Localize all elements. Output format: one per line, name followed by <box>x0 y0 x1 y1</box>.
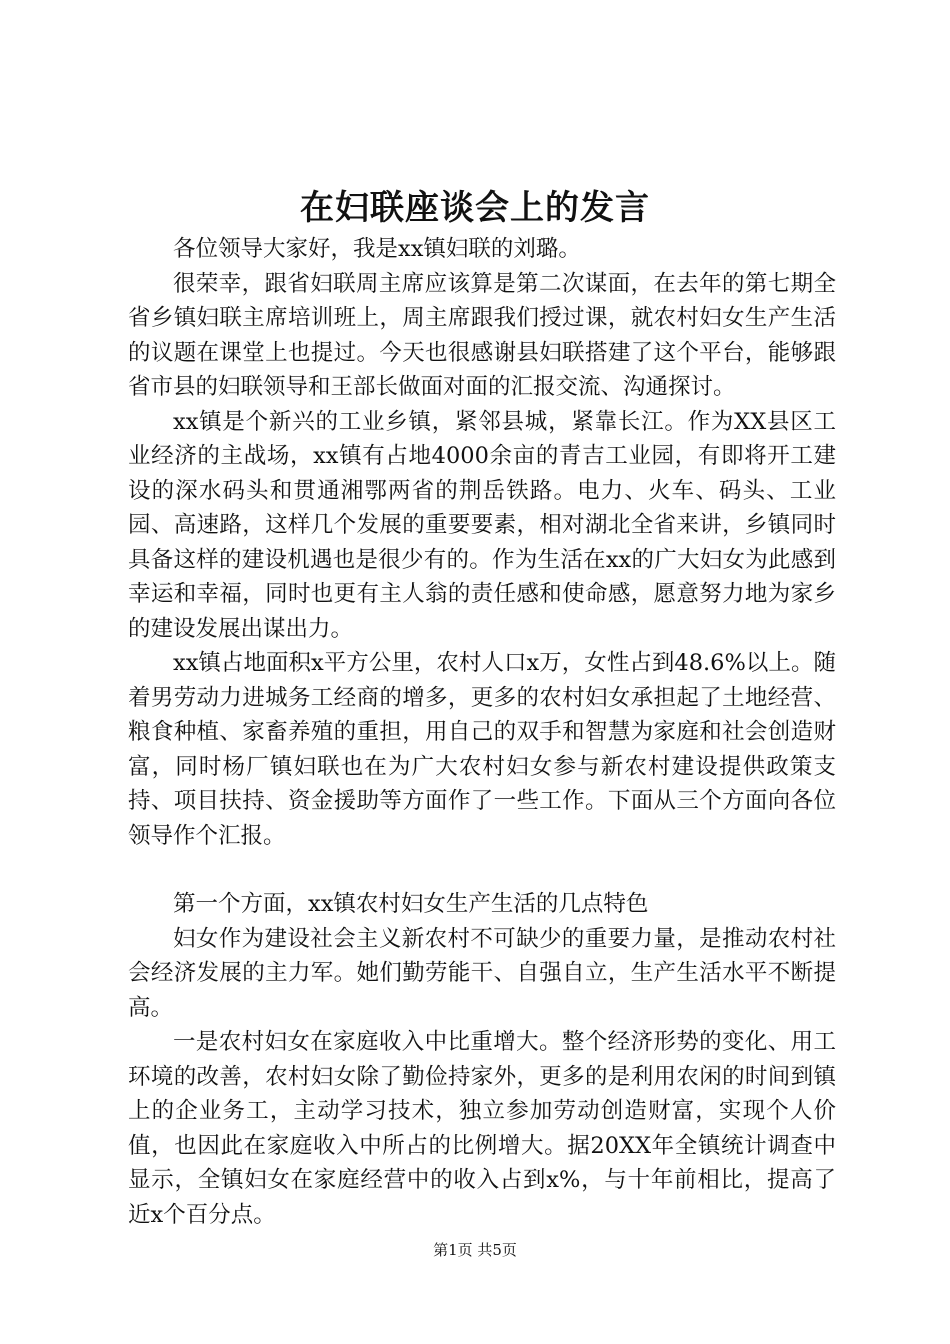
paragraph-income-share: 一是农村妇女在家庭收入中比重增大。整个经济形势的变化、用工环境的改善，农村妇女除了勤俭持家外，更多的是利用农闲的时间到镇上的企业务工，主动学习技术，独立参加劳动创造财富，实现个人价值，也因此在家庭收入中所占的比例增大。据20XX年全镇统计调查中显示，全镇妇女在家庭经营中的收入占到x%，与十年前相比，提高了近x个百分点。 <box>128 1029 836 1228</box>
document-title: 在妇联座谈会上的发言 <box>300 188 650 228</box>
paragraph-town-overview: xx镇是个新兴的工业乡镇，紧邻县城，紧靠长江。作为XX县区工业经济的主战场，xx镇有占地4000余亩的青吉工业园，有即将开工建设的深水码头和贯通湘鄂两省的荆岳铁路。电力、火车、码头、工业园、高速路，这样几个发展的重要要素，相对湖北全省来讲，乡镇同时具备这样的建设机遇也是很少有的。作为生活在xx的广大妇女为此感到幸运和幸福，同时也更有主人翁的责任感和使命感，愿意努力地为家乡的建设发展出谋出力。 <box>128 408 836 642</box>
page-footer: 第1页 共5页 <box>433 1241 517 1259</box>
paragraph-town-statistics: xx镇占地面积x平方公里，农村人口x万，女性占到48.6%以上。随着男劳动力进城务工经商的增多，更多的农村妇女承担起了土地经营、粮食种植、家畜养殖的重担，用自己的双手和智慧为家庭和社会创造财富，同时杨厂镇妇联也在为广大农村妇女参与新农村建设提供政策支持、项目扶持、资金援助等方面作了一些工作。下面从三个方面向各位领导作个汇报。 <box>128 650 836 849</box>
section-heading-first-aspect: 第一个方面，xx镇农村妇女生产生活的几点特色 <box>173 891 649 917</box>
document-body <box>128 232 836 1232</box>
paragraph-greeting: 各位领导大家好，我是xx镇妇联的刘璐。 <box>173 236 581 262</box>
paragraph-women-role: 妇女作为建设社会主义新农村不可缺少的重要力量，是推动农村社会经济发展的主力军。她们勤劳能干、自强自立，生产生活水平不断提高。 <box>128 925 836 1021</box>
paragraph-introduction: 很荣幸，跟省妇联周主席应该算是第二次谋面，在去年的第七期全省乡镇妇联主席培训班上，周主席跟我们授过课，就农村妇女生产生活的议题在课堂上也提过。今天也很感谢县妇联搭建了这个平台，能够跟省市县的妇联领导和王部长做面对面的汇报交流、沟通探讨。 <box>128 270 836 400</box>
